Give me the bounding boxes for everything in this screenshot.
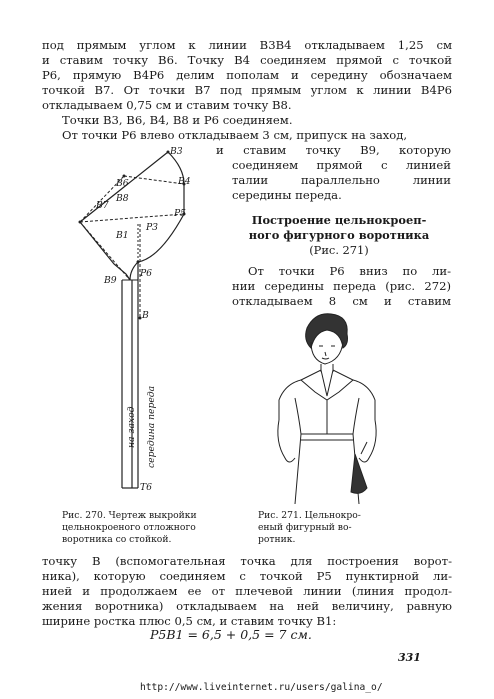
figure-reference: (Рис. 271) — [309, 243, 369, 257]
page-number: 331 — [398, 651, 421, 664]
figure-270-caption: цельнокроеного отложного — [62, 522, 196, 533]
text-line: и ставим точку B9, которую — [216, 143, 451, 157]
section-heading: ного фигурного воротника — [248, 228, 430, 242]
text-line: От точки P6 вниз по ли- — [248, 264, 451, 278]
text-line: P6, прямую B4P6 делим пополам и середину обозначаем — [42, 68, 452, 82]
figure-270-caption: Рис. 270. Чертеж выкройки — [62, 510, 197, 521]
point-label: B9 — [104, 275, 117, 286]
text-line: точку B (вспомогательная точка для построения ворот- — [42, 554, 452, 568]
text-line: соединяем прямой с линией — [232, 158, 451, 172]
text-line: От точки P6 влево откладываем 3 см, припуск на заход, — [62, 128, 408, 142]
point-label: B3 — [170, 146, 183, 157]
point-label: B7 — [96, 200, 109, 211]
text-line: под прямым углом к линии B3B4 откладываем 1,25 см — [42, 38, 452, 52]
point-label: B1 — [116, 230, 129, 241]
text-line: ника), которую соединяем с точкой P5 пунктирной ли- — [42, 569, 452, 583]
point-label: B8 — [116, 193, 129, 204]
vertical-label: середина переда — [146, 385, 157, 468]
point-label: B6 — [116, 178, 129, 189]
text-line: ширине ростка плюс 0,5 см, и ставим точку B1: — [42, 614, 337, 628]
text-line: откладываем 0,75 см и ставим точку B8. — [42, 98, 292, 112]
text-line: Точки B3, B6, B4, B8 и P6 соединяем. — [62, 113, 293, 127]
figure-271-caption: Рис. 271. Цельнокро- — [258, 510, 361, 521]
text-line: и ставим точку B6. Точку B4 соединяем прямой с точкой — [42, 53, 452, 67]
figure-270-caption: воротника со стойкой. — [62, 534, 172, 545]
point-label: T6 — [140, 482, 152, 493]
figure-271-caption: еный фигурный во- — [258, 522, 352, 533]
figure-271-illustration — [255, 308, 395, 508]
point-label: B — [142, 310, 149, 321]
text-line: середины переда. — [232, 188, 342, 202]
point-label: P6 — [140, 268, 153, 279]
point-label: P3 — [146, 222, 159, 233]
point-label: P5 — [174, 208, 187, 219]
text-line: точкой B7. От точки B7 под прямым углом к линии B4P6 — [42, 83, 452, 97]
text-line: жения воротника) откладываем на ней величину, равную — [42, 599, 452, 613]
section-heading: Построение цельнокроеп- — [251, 213, 427, 227]
text-line: нией и продолжаем ее от плечевой линии (линия продол- — [42, 584, 452, 598]
text-line: нии середины переда (рис. 272) — [232, 279, 451, 293]
point-label: B4 — [178, 176, 191, 187]
text-line: талии параллельно линии — [232, 173, 451, 187]
figure-271-caption: ротник. — [258, 534, 296, 545]
vertical-label: на заход — [126, 406, 137, 448]
formula: P5B1 = 6,5 + 0,5 = 7 см. — [150, 627, 312, 642]
text-line: откладываем 8 см и ставим — [232, 294, 451, 308]
watermark-url: http://www.liveinternet.ru/users/galina_o/ — [140, 682, 383, 693]
